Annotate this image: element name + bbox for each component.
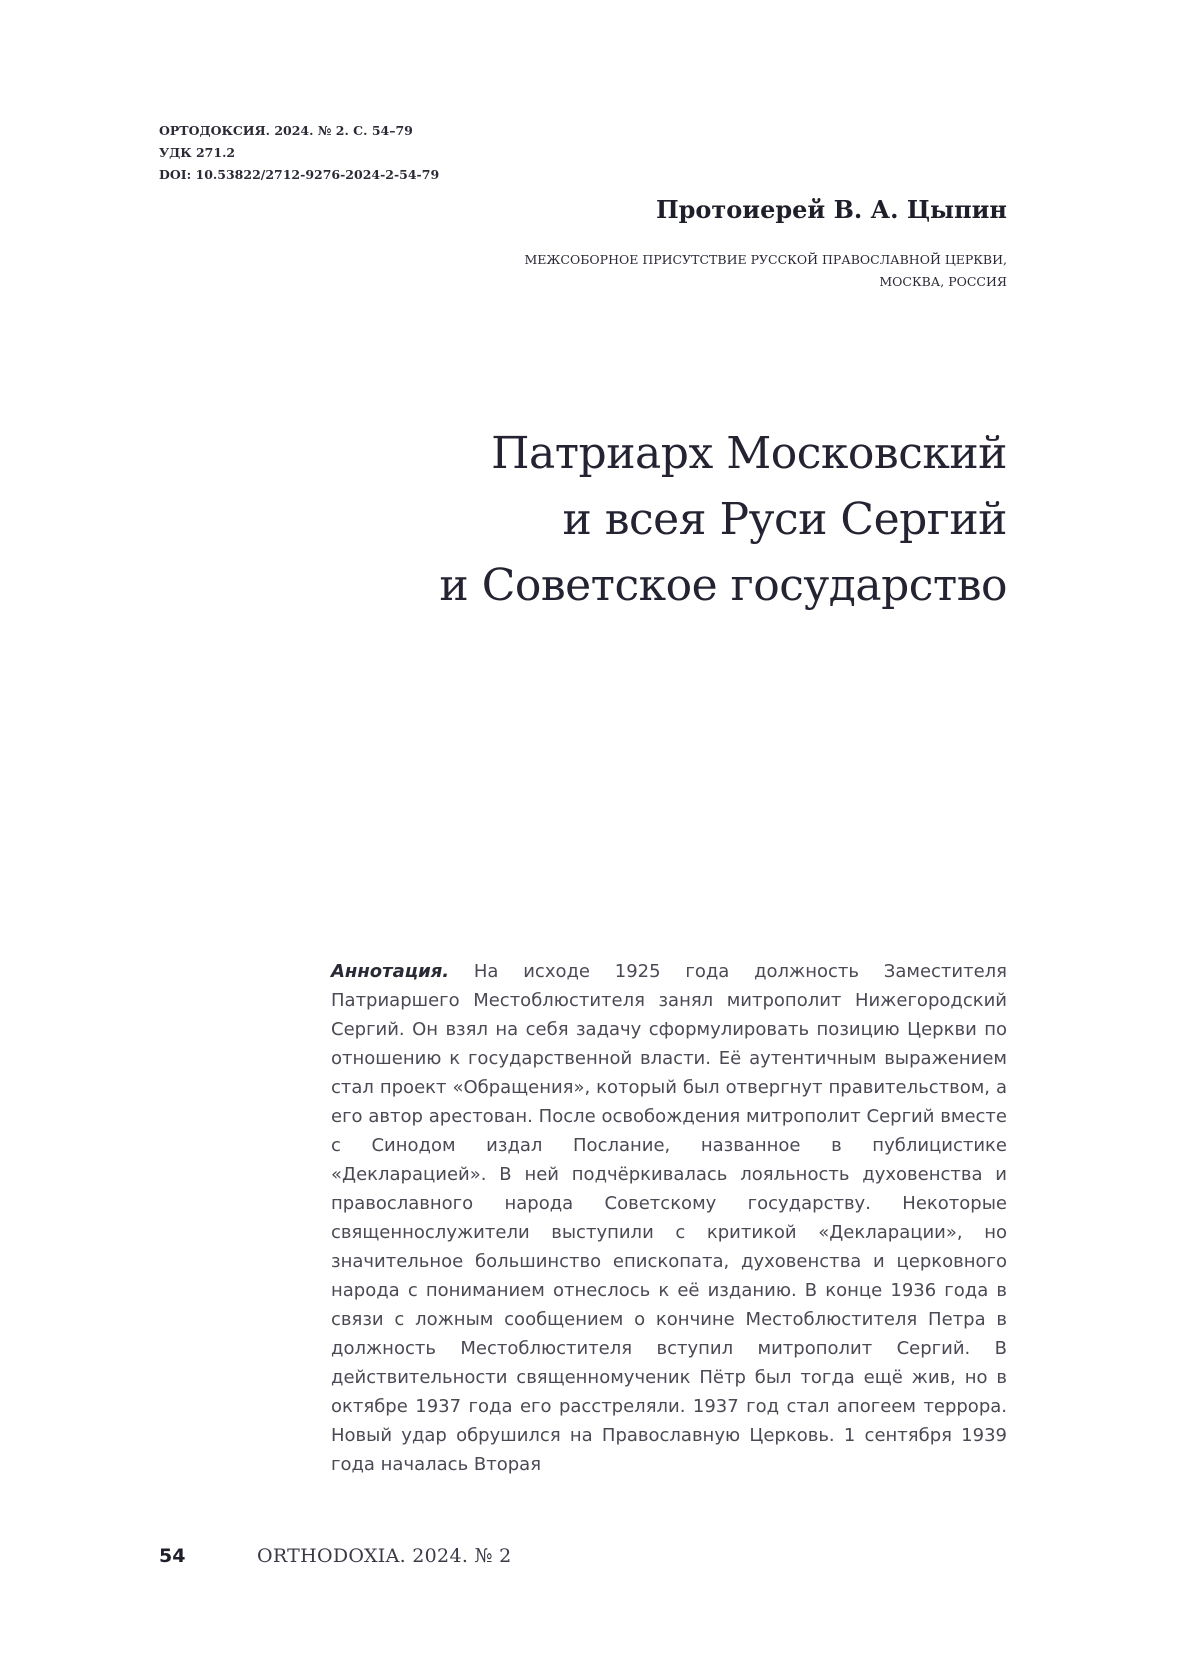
title-line-1: Патриарх Московский	[491, 428, 1007, 479]
affiliation-line-1: МЕЖСОБОРНОЕ ПРИСУТСТВИЕ РУССКОЙ ПРАВОСЛАВНОЙ ЦЕРКВИ,	[524, 252, 1007, 267]
page-number: 54	[159, 1545, 186, 1567]
title-line-3: и Советское государство	[439, 560, 1007, 611]
citation-line: ОРТОДОКСИЯ. 2024. № 2. С. 54–79	[159, 123, 413, 138]
abstract-label: Аннотация.	[331, 961, 450, 982]
article-meta	[159, 120, 439, 186]
affiliation-line-2: МОСКВА, РОССИЯ	[879, 274, 1007, 289]
abstract-text: На исходе 1925 года должность Заместителя Патриаршего Местоблюстителя занял митрополит Нижегородский Сергий. Он взял на себя задачу сформулировать позицию Церкви по отношению к государственной власти. Её аутентичным выражением стал проект «Обращения», который был отвергнут правительством, а его автор арестован. После освобождения митрополит Сергий вместе с Синодом издал Послание, названное в публицистике «Декларацией». В ней подчёркивалась лояльность духовенства и православного народа Советскому государству. Некоторые священнослужители выступили с критикой «Декларации», но значительное большинство епископата, духовенства и церковного народа с пониманием отнеслось к её изданию. В конце 1936 года в связи с ложным сообщением о кончине Местоблюстителя Петра в должность Местоблюстителя вступил митрополит Сергий. В действительности священномученик Пётр был тогда ещё жив, но в октябре 1937 года его расстреляли. 1937 год стал апогеем террора. Новый удар обрушился на Православную Церковь. 1 сентября 1939 года началась Вторая	[331, 961, 1007, 1475]
page-footer	[159, 1545, 512, 1567]
udc-line: УДК 271.2	[159, 145, 236, 160]
abstract	[331, 957, 1007, 1479]
author-name: Протоиерей В. А. Цыпин	[655, 195, 1007, 224]
journal-running-title: ORTHODOXIA. 2024. № 2	[257, 1545, 512, 1567]
title-line-2: и всея Руси Сергий	[562, 494, 1007, 545]
doi-line: DOI: 10.53822/2712-9276-2024-2-54-79	[159, 167, 440, 182]
author-affiliation	[524, 249, 1007, 293]
article-title	[439, 421, 1007, 619]
